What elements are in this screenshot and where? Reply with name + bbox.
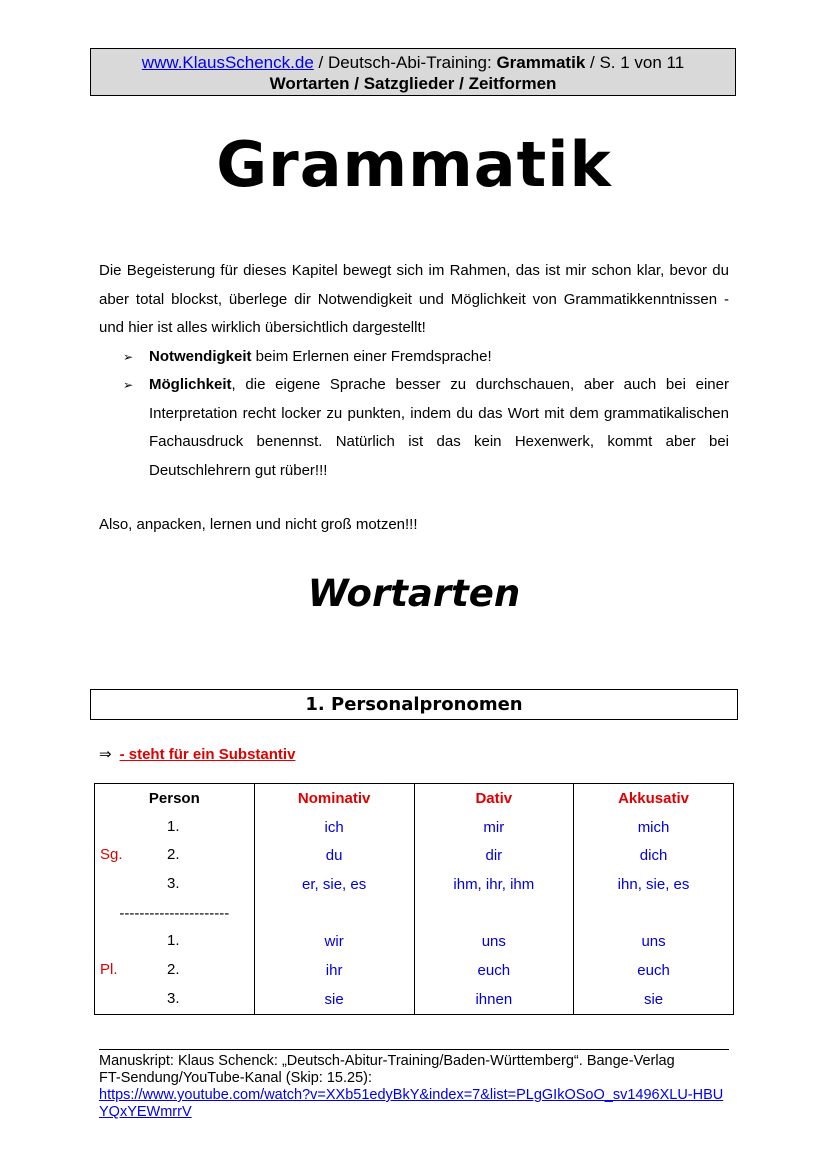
pronoun-cell: sie — [254, 985, 414, 1014]
pronoun-cell — [254, 899, 414, 928]
bullet-item — [123, 343, 729, 372]
person-number: 3. — [167, 989, 180, 1007]
number-label: Pl. — [100, 961, 118, 979]
arrow-bullet-icon: ➢ — [123, 349, 134, 364]
table-row — [95, 956, 734, 985]
footer — [99, 1049, 729, 1121]
page-title: Grammatik — [216, 128, 612, 201]
subsection-box: 1. Personalpronomen — [90, 689, 738, 720]
pronoun-cell: dir — [414, 841, 573, 870]
pronoun-cell — [414, 899, 573, 928]
arrow-icon: ⇒ — [99, 746, 112, 763]
note-line — [99, 745, 295, 763]
person-number: 2. — [167, 961, 180, 979]
col-akkusativ: Akkusativ — [574, 784, 734, 813]
youtube-link[interactable]: https://www.youtube.com/watch?v=XXb51edyBkY&index=7&list=PLgGIkOSoO_sv1496XLU-HBUYQxYEWmrrV — [99, 1087, 724, 1120]
pronoun-cell: sie — [574, 985, 734, 1014]
pronoun-cell: ich — [254, 813, 414, 842]
note-text: - steht für ein Substantiv — [119, 746, 296, 763]
header-mid: / Deutsch-Abi-Training: — [313, 53, 497, 72]
pronoun-cell: euch — [574, 956, 734, 985]
arrow-bullet-icon: ➢ — [123, 378, 134, 392]
col-nominativ: Nominativ — [254, 784, 414, 813]
pronoun-cell: ihnen — [414, 985, 573, 1014]
section-heading: Wortarten — [307, 572, 521, 615]
separator: ---------------------- — [119, 904, 230, 922]
footer-line1: Manuskript: Klaus Schenck: „Deutsch-Abitur-Training/Baden-Württemberg“. Bange-Verlag — [99, 1053, 675, 1069]
pronoun-cell: er, sie, es — [254, 870, 414, 899]
bullet-text: beim Erlernen einer Fremdsprache! — [251, 347, 492, 365]
header-subtitle: Wortarten / Satzglieder / Zeitformen — [269, 74, 557, 93]
person-cell — [95, 985, 255, 1014]
pronoun-cell: uns — [574, 927, 734, 956]
bullet-bold: Möglichkeit — [149, 376, 232, 393]
person-number: 1. — [167, 932, 180, 950]
person-cell — [95, 956, 255, 985]
table-row — [95, 841, 734, 870]
person-number: 3. — [167, 875, 180, 893]
pronoun-cell: uns — [414, 927, 573, 956]
table-row — [95, 899, 734, 928]
footer-line2: FT-Sendung/YouTube-Kanal (Skip: 15.25): — [99, 1070, 372, 1086]
pronoun-cell: ihm, ihr, ihm — [414, 870, 573, 899]
pronoun-cell: ihn, sie, es — [574, 870, 734, 899]
person-cell — [95, 870, 255, 899]
pronoun-cell: euch — [414, 956, 573, 985]
site-link[interactable]: www.KlausSchenck.de — [141, 53, 314, 72]
pronoun-table — [94, 783, 734, 1015]
table-row — [95, 985, 734, 1014]
pronoun-cell — [574, 899, 734, 928]
pronoun-cell: mich — [574, 813, 734, 842]
person-cell — [95, 841, 255, 870]
pronoun-cell: ihr — [254, 956, 414, 985]
bullet-text: , die eigene Sprache besser zu durchschauen, aber auch bei einer Interpretation recht locker zu punkten, indem du das Wort mit dem grammatikalischen Fachausdruck benennst. Natürlich ist das kein Hexenwerk, kommt aber bei Deutschlehrern gut rüber!!! — [149, 376, 729, 479]
table-row — [95, 927, 734, 956]
person-cell — [95, 927, 255, 956]
number-label: Sg. — [100, 846, 123, 864]
bullet-item — [123, 371, 729, 485]
table-row — [95, 870, 734, 899]
pronoun-cell: du — [254, 841, 414, 870]
person-number: 2. — [167, 846, 180, 864]
outro-text: Also, anpacken, lernen und nicht groß motzen!!! — [99, 516, 418, 533]
bullet-bold: Notwendigkeit — [149, 347, 252, 365]
table-row — [95, 813, 734, 842]
intro-text — [99, 257, 729, 485]
col-person: Person — [95, 784, 255, 813]
table-header-row — [95, 784, 734, 813]
header-topic: Grammatik — [496, 53, 586, 72]
person-cell — [95, 813, 255, 842]
page-header — [90, 48, 736, 96]
person-cell — [95, 899, 255, 928]
intro-paragraph: Die Begeisterung für dieses Kapitel bewegt sich im Rahmen, das ist mir schon klar, bevor du aber total blockst, überlege dir Notwendigkeit und Möglichkeit von Grammatikkenntnissen - und hier ist alles wirklich übersichtlich dargestellt! — [99, 262, 729, 336]
person-number: 1. — [167, 817, 180, 835]
pronoun-cell: dich — [574, 841, 734, 870]
pronoun-cell: wir — [254, 927, 414, 956]
pronoun-cell: mir — [414, 813, 573, 842]
header-page: / S. 1 von 11 — [585, 53, 685, 72]
col-dativ: Dativ — [414, 784, 573, 813]
